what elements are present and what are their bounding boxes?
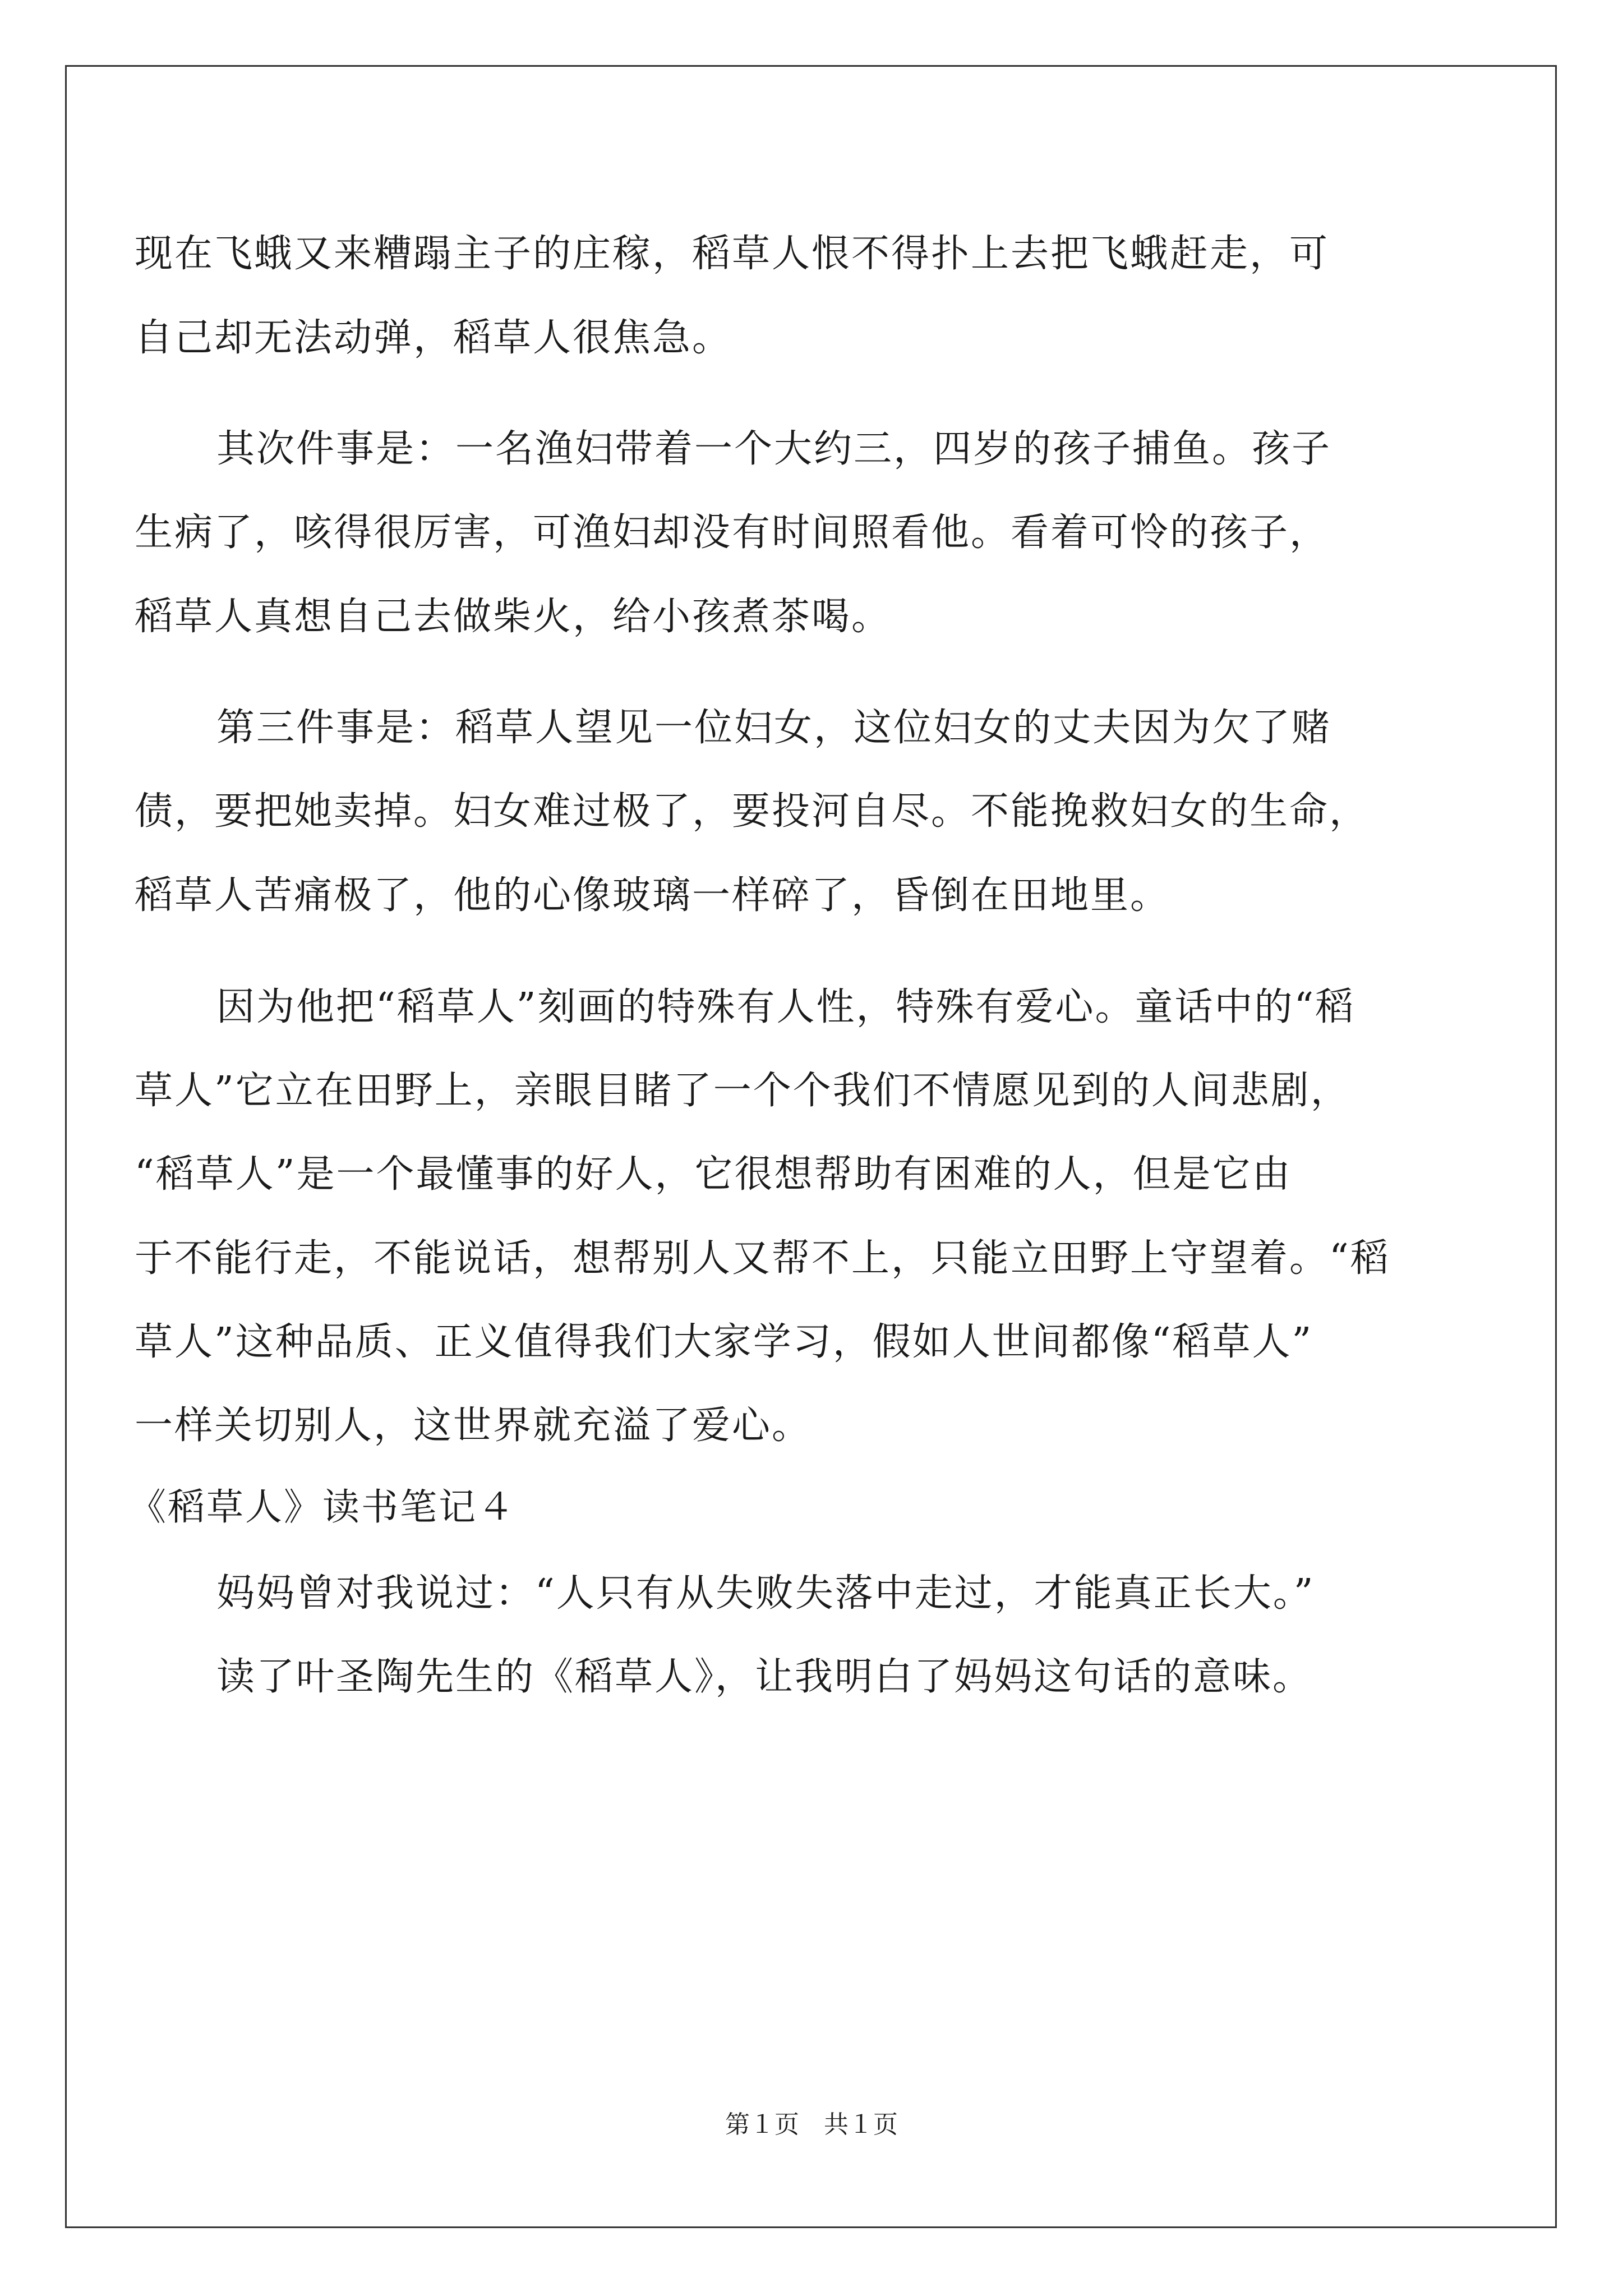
text-line: 于不能行走，不能说话，想帮别人又帮不上，只能立田野上守望着。“稻 (135, 1236, 1390, 1281)
paragraph-start: 第三件事是：稻草人望见一位妇女，这位妇女的丈夫因为欠了赌 (216, 706, 1332, 750)
page-border (65, 65, 1557, 2228)
text-line: 债，要把她卖掉。妇女难过极了，要投河自尽。不能挽救妇女的生命， (135, 789, 1370, 834)
text-line: “稻草人”是一个最懂事的好人，它很想帮助有困难的人，但是它由 (135, 1152, 1292, 1197)
text-line: 草人”这种品质、正义值得我们大家学习，假如人世间都像“稻草人” (135, 1320, 1313, 1364)
paragraph-start: 其次件事是：一名渔妇带着一个大约三，四岁的孩子捕鱼。孩子 (216, 427, 1332, 471)
text-line: 一样关切别人，这世界就充溢了爱心。 (135, 1404, 812, 1448)
text-line: 自己却无法动弹，稻草人很焦急。 (135, 316, 732, 360)
text-line: 生病了，咳得很厉害，可渔妇却没有时间照看他。看着可怜的孩子， (135, 510, 1330, 555)
paragraph-start: 读了叶圣陶先生的《稻草人》，让我明白了妈妈这句话的意味。 (216, 1655, 1313, 1699)
paragraph-start: 因为他把“稻草人”刻画的特殊有人性，特殊有爱心。童话中的“稻 (216, 985, 1355, 1029)
text-line: 稻草人真想自己去做柴火，给小孩煮茶喝。 (135, 595, 892, 639)
paragraph-start: 妈妈曾对我说过：“人只有从失败失落中走过，才能真正长大。” (216, 1571, 1315, 1616)
text-line: 草人”它立在田野上，亲眼目睹了一个个我们不情愿见到的人间悲剧， (135, 1069, 1350, 1113)
text-line: 现在飞蛾又来糟蹋主子的庄稼，稻草人恨不得扑上去把飞蛾赶走，可 (135, 232, 1330, 276)
section-heading: 《稻草人》读书笔记４ (129, 1485, 516, 1529)
page-footer: 第１页 共１页 (725, 2110, 898, 2139)
text-line: 稻草人苦痛极了，他的心像玻璃一样碎了，昏倒在田地里。 (135, 873, 1170, 918)
